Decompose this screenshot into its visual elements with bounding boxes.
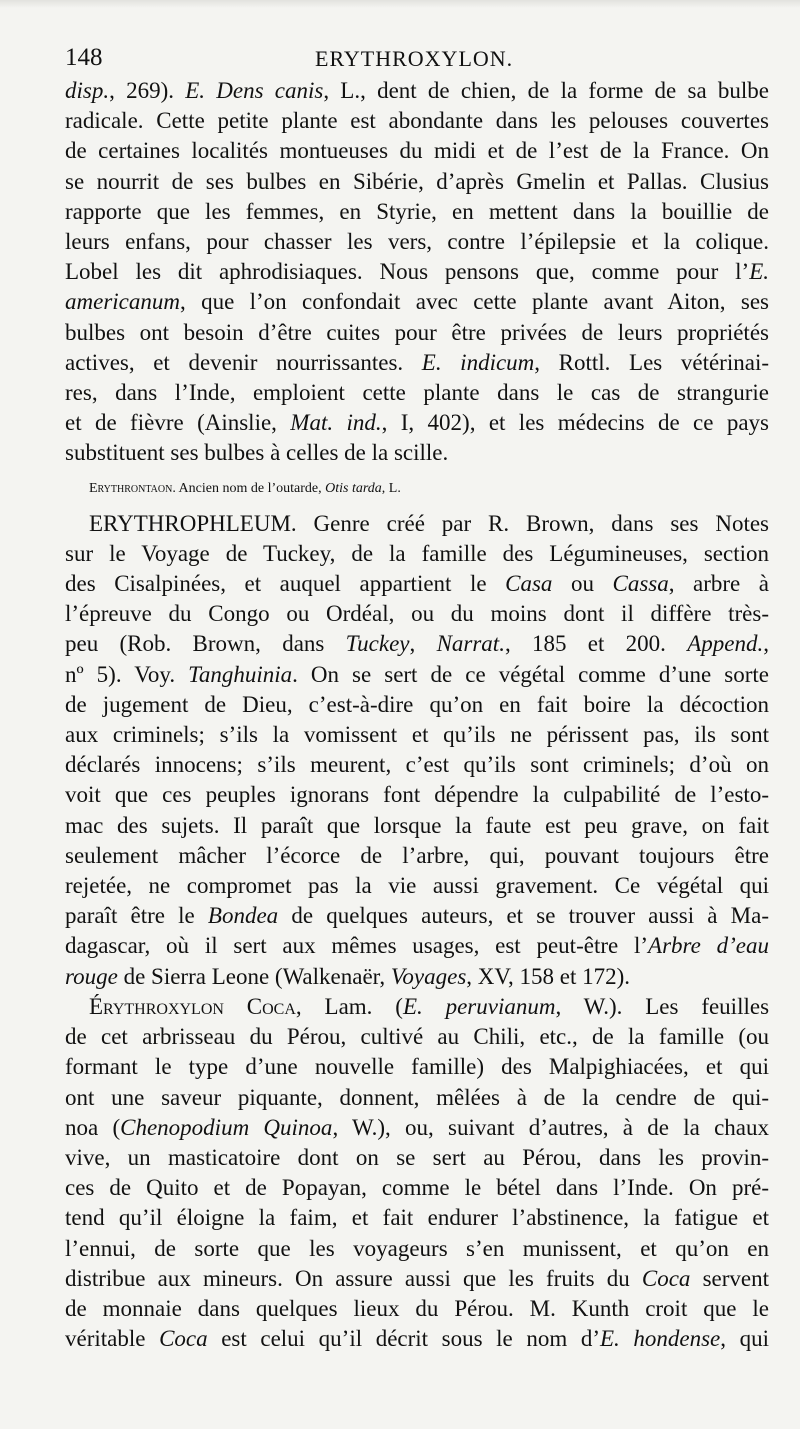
text-run: . Ancien nom de l’outarde,	[172, 480, 326, 496]
italic-text: Narrat.	[436, 631, 505, 657]
text-run: bulbes ont besoin d’être cuites pour être privées de leurs propriétés	[65, 319, 769, 345]
text-line	[65, 1324, 769, 1354]
text-line	[65, 378, 769, 408]
text-run: , W.). Les feuilles	[555, 993, 770, 1019]
text-run: , que l’on confondait avec cette plante avant Aiton, ses	[179, 289, 769, 315]
text-run: ERYTHROPHLEUM. Genre créé par R. Brown, dans ses Notes	[89, 510, 769, 536]
text-run: formant le type d’une nouvelle famille) des Malpighiacées, et qui	[65, 1054, 769, 1080]
text-line	[65, 569, 769, 599]
text-line	[65, 1052, 769, 1082]
small-caps-text: Érythroxylon Coca	[89, 993, 296, 1019]
text-line	[65, 257, 769, 287]
text-run: peu (Rob. Brown, dans	[65, 631, 346, 657]
text-run: de jugement de Dieu, c’est-à-dire qu’on en fait boire la décoction	[65, 691, 769, 717]
text-run: servent	[690, 1265, 769, 1291]
text-line	[65, 348, 769, 378]
text-run: de quelques auteurs, et se trouver aussi à Ma-	[278, 903, 769, 929]
italic-text: E. Dens canis	[185, 78, 324, 103]
text-run: déclarés innocens; s’ils meurent, c’est qu’ils sont criminels; d’où on	[65, 752, 769, 778]
text-line	[65, 931, 769, 961]
text-run: , I, 402), et les médecins de ce pays	[381, 410, 770, 436]
text-line	[65, 227, 769, 257]
italic-text: Coca	[159, 1326, 208, 1352]
text-run: de cet arbrisseau du Pérou, cultivé au Chili, etc., de la famille (ou	[65, 1024, 769, 1050]
text-line	[65, 318, 769, 348]
italic-text: E.	[749, 259, 769, 285]
italic-text: disp.	[65, 78, 110, 103]
italic-text: E. hondense	[600, 1326, 721, 1352]
text-line	[65, 1173, 769, 1203]
text-run: ,	[763, 631, 769, 657]
text-run: noa (	[65, 1114, 121, 1140]
text-line	[65, 76, 769, 106]
text-run: aux criminels; s’ils la vomissent et qu’ils ne périssent pas, ils sont	[65, 722, 769, 748]
text-run: mac des sujets. Il paraît que lorsque la faute est peu grave, on fait	[65, 812, 769, 838]
text-run: rejetée, ne compromet pas la vie aussi gravement. Ce végétal qui	[65, 873, 769, 899]
text-run: , 185 et 200.	[504, 631, 688, 657]
text-run: , L.	[381, 480, 401, 496]
italic-text: Bondea	[207, 903, 279, 929]
text-line	[65, 750, 769, 780]
text-run: véritable	[65, 1326, 160, 1352]
text-run: radicale. Cette petite plante est abondante dans les pelouses couvertes	[65, 108, 769, 134]
text-run: paraît être le	[65, 903, 208, 929]
text-run: Lobel les dit aphrodisiaques. Nous pensons que, comme pour l’	[65, 259, 750, 285]
text-run: res, dans l’Inde, emploient cette plante dans le cas de strangurie	[65, 380, 769, 406]
text-run: , qui	[720, 1326, 770, 1352]
italic-text: Chenopodium Quinoa	[120, 1114, 333, 1140]
page-number: 148	[65, 44, 103, 71]
italic-text: E. indicum	[421, 349, 535, 375]
body-text	[65, 76, 769, 1354]
text-run: et de fièvre (Ainslie,	[65, 410, 291, 436]
text-run: , W.), ou, suivant d’autres, à de la chaux	[332, 1114, 769, 1140]
text-line	[65, 1203, 769, 1233]
text-line	[65, 962, 769, 992]
text-run: ou	[552, 571, 613, 597]
text-run: rapporte que les femmes, en Styrie, en mettent dans la bouillie de	[65, 198, 769, 224]
text-run: tend qu’il éloigne la faim, et fait endurer l’abstinence, la fatigue et	[65, 1205, 769, 1231]
running-title: ERYTHROXYLON.	[315, 46, 514, 71]
text-line	[65, 720, 769, 750]
text-line	[65, 1264, 769, 1294]
text-line	[65, 629, 769, 659]
text-line	[65, 438, 769, 468]
text-line	[65, 136, 769, 166]
text-line	[65, 106, 769, 136]
text-line	[65, 408, 769, 438]
text-line	[65, 599, 769, 629]
italic-text: Otis tarda	[325, 480, 382, 496]
page-edge-shadow	[0, 0, 800, 8]
text-run: ,	[409, 631, 437, 657]
text-line	[65, 197, 769, 227]
italic-text: Append.	[687, 631, 764, 657]
italic-text: Tanghuinia	[188, 661, 293, 687]
text-line	[65, 992, 769, 1022]
text-run: voit que ces peuples ignorans font dépendre la culpabilité de l’esto-	[65, 782, 769, 808]
italic-text: Casa	[505, 571, 553, 597]
text-line	[65, 780, 769, 810]
italic-text: E. peruvianum	[402, 993, 556, 1019]
text-run: est celui qu’il décrit sous le nom d’	[207, 1326, 600, 1352]
text-line	[65, 1083, 769, 1113]
text-run: actives, et devenir nourrissantes.	[65, 349, 422, 375]
text-line	[65, 1143, 769, 1173]
text-line	[65, 1113, 769, 1143]
text-line	[65, 1294, 769, 1324]
text-line	[65, 901, 769, 931]
italic-text: Coca	[641, 1265, 691, 1291]
italic-text: Cassa	[612, 571, 669, 597]
text-run: vive, un masticatoire dont on se sert au Pérou, dans les provin-	[65, 1144, 769, 1170]
text-run: , 269).	[109, 78, 186, 103]
text-run: substituent ses bulbes à celles de la scille.	[65, 440, 449, 466]
text-run: se nourrit de ses bulbes en Sibérie, d’après Gmelin et Pallas. Clusius	[65, 168, 769, 194]
text-run: leurs enfans, pour chasser les vers, contre l’épilepsie et la colique.	[65, 229, 769, 255]
text-run: de certaines localités montueuses du midi et de l’est de la France. On	[65, 138, 769, 164]
text-run: nº 5). Voy.	[65, 661, 189, 687]
text-run: sur le Voyage de Tuckey, de la famille des Légumineuses, section	[65, 540, 769, 566]
text-run: l’ennui, de sorte que les voyageurs s’en munissent, et qu’on en	[65, 1235, 769, 1261]
text-line	[65, 1234, 769, 1264]
small-caps-text: Erythrontaon	[89, 480, 173, 496]
text-line	[65, 660, 769, 690]
text-run: , Lam. (	[295, 993, 403, 1019]
text-line	[65, 509, 769, 539]
text-line	[65, 690, 769, 720]
text-line	[65, 167, 769, 197]
text-line	[65, 811, 769, 841]
italic-text: Arbre d’eau	[648, 933, 769, 959]
text-line	[65, 841, 769, 871]
italic-text: americanum	[65, 289, 180, 315]
italic-text: rouge	[65, 963, 118, 989]
text-line	[65, 287, 769, 317]
text-run: , L., dent de chien, de la forme de sa bulbe	[323, 78, 769, 103]
text-run: seulement mâcher l’écorce de l’arbre, qui, pouvant toujours être	[65, 842, 769, 868]
text-line	[65, 871, 769, 901]
text-run: de Sierra Leone (Walkenaër,	[117, 963, 391, 989]
text-run: , arbre à	[668, 571, 769, 597]
text-run: dagascar, où il sert aux mêmes usages, est peut-être l’	[65, 933, 649, 959]
italic-text: Tuckey	[345, 631, 410, 657]
text-run: ont une saveur piquante, donnent, mêlées à de la cendre de qui-	[65, 1084, 769, 1110]
text-run: , XV, 158 et 172).	[466, 963, 631, 989]
text-line	[65, 539, 769, 569]
text-run: l’épreuve du Congo ou Ordéal, ou du moins dont il diffère très-	[65, 601, 769, 627]
italic-text: Mat. ind.	[290, 410, 382, 436]
running-header	[65, 44, 765, 80]
footnote-entry-line	[89, 469, 769, 509]
text-run: . On se sert de ce végétal comme d’une sorte	[292, 661, 769, 687]
italic-text: Voyages	[390, 963, 467, 989]
text-run: distribue aux mineurs. On assure aussi que les fruits du	[65, 1265, 642, 1291]
text-line	[65, 1022, 769, 1052]
text-run: ces de Quito et de Popayan, comme le bétel dans l’Inde. On pré-	[65, 1175, 769, 1201]
text-run: des Cisalpinées, et auquel appartient le	[65, 571, 506, 597]
text-run: de monnaie dans quelques lieux du Pérou. M. Kunth croit que le	[65, 1295, 769, 1321]
text-run: , Rottl. Les vétérinai-	[534, 349, 769, 375]
